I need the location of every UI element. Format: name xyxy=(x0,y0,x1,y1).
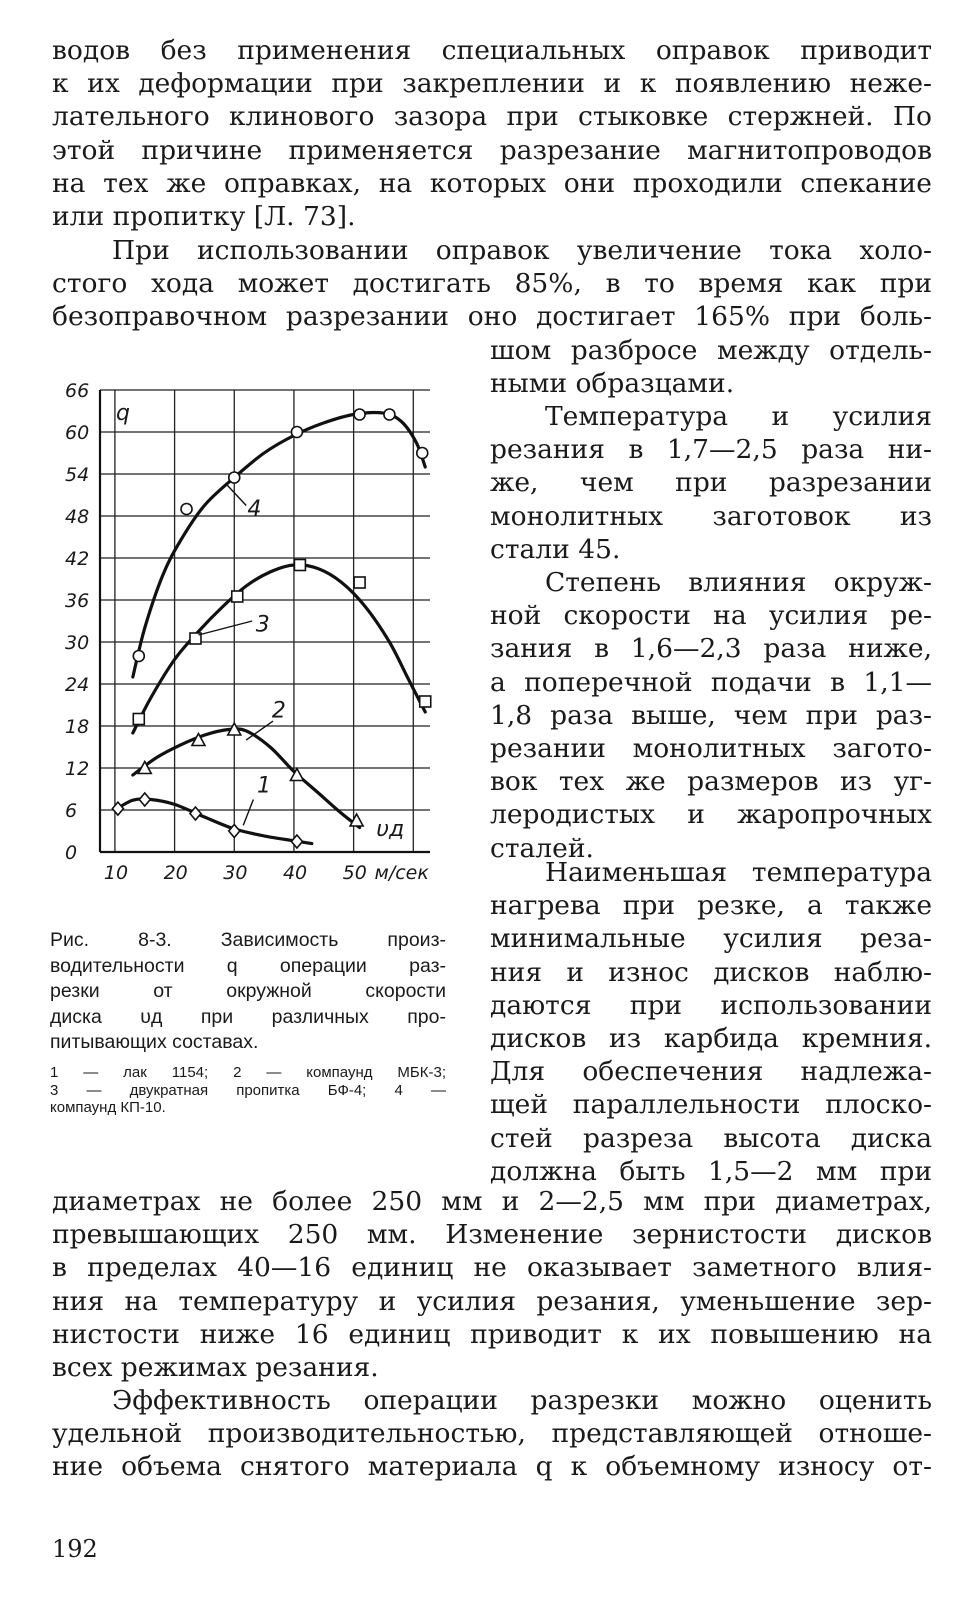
para4-right-line: ной скорости на усилия ре- xyxy=(490,600,932,632)
series-4-point xyxy=(291,427,302,438)
para2-full-line: стого хода может достигать 85%, в то время как при xyxy=(52,268,932,300)
para4-right-line: Степень влияния окруж- xyxy=(545,567,932,598)
legend-line: 3 — двукратная пропитка БФ-4; 4 — xyxy=(50,1081,446,1099)
caption-line: Рис. 8-3. Зависимость произ- xyxy=(50,929,446,951)
para5-right-line: нагрева при резке, а также xyxy=(490,890,932,922)
para5-right-line: Наименьшая температура xyxy=(545,857,932,888)
series-1-point xyxy=(190,807,201,820)
para5-full-line: превышающих 250 мм. Изменение зернистости дисков xyxy=(52,1219,932,1251)
text-top-line: на тех же оправках, на которых они проходили спекание xyxy=(52,167,932,199)
y-tick-label: 6 xyxy=(65,800,78,822)
series-3-point xyxy=(420,696,431,707)
para5-full-line: в пределах 40—16 единиц не оказывает заметного влия- xyxy=(52,1252,932,1284)
series-3-point xyxy=(294,560,305,571)
para2-right-line: шом разбросе между отдель- xyxy=(490,335,932,366)
para4-right-line: а поперечной подачи в 1,1— xyxy=(490,666,932,698)
text-top-line: водов без применения специальных оправок приводит xyxy=(52,35,932,66)
series-3-point xyxy=(232,591,243,602)
para5-right-line: дисков из карбида кремния. xyxy=(490,1023,932,1054)
y-tick-label: 66 xyxy=(65,380,90,402)
series-1-point xyxy=(291,835,302,848)
para3-right-line: Температура и усилия xyxy=(545,401,932,432)
series-4-point xyxy=(181,504,192,515)
series-3-point xyxy=(354,577,365,588)
series-4-line xyxy=(133,413,425,677)
y-tick-label: 54 xyxy=(65,464,90,486)
series-1-label: 1 xyxy=(256,773,271,799)
text-top-line: этой причине применяется разрезание магнитопроводов xyxy=(52,134,932,166)
y-tick-label: 42 xyxy=(65,548,90,570)
x-tick-label: 40 xyxy=(282,862,308,884)
y-tick-label: 0 xyxy=(65,842,78,864)
para6-full-line: удельной производительностью, представляющей отноше- xyxy=(52,1418,932,1450)
series-4-point xyxy=(133,651,144,662)
para3-right-line: резания в 1,7—2,5 раза ни- xyxy=(490,434,932,466)
y-tick-label: 48 xyxy=(65,506,90,528)
text-top-line: к их деформации при закреплении и к появлению неже- xyxy=(52,68,932,100)
y-tick-label: 18 xyxy=(65,716,90,738)
para4-right-line: зания в 1,6—2,3 раза ниже, xyxy=(490,633,932,665)
para4-right-line: 1,8 раза выше, чем при раз- xyxy=(490,699,932,731)
series-4-point xyxy=(354,409,365,420)
text-top-line: лательного клинового зазора при стыковке стержней. По xyxy=(52,101,932,133)
para5-right-line: ния и износ дисков наблю- xyxy=(490,956,932,988)
caption-line: резки от окружной скорости xyxy=(50,980,446,1002)
y-tick-label: 12 xyxy=(65,758,90,780)
series-2-line xyxy=(133,729,360,828)
caption-line: питывающих составах. xyxy=(50,1031,259,1053)
figure-8-3-chart xyxy=(45,380,445,900)
para6-full-line: Эффективность операции разрезки можно оценить xyxy=(112,1385,932,1416)
series-1-leader xyxy=(243,800,253,826)
para5-right-line: стей разреза высота диска xyxy=(490,1122,932,1154)
para6-full-line: ние объема снятого материала q к объемному износу от- xyxy=(52,1451,932,1483)
series-3-label: 3 xyxy=(255,612,270,638)
para4-right-line: вок тех же размеров из уг- xyxy=(490,766,932,798)
para5-right-line: должна быть 1,5—2 мм при xyxy=(490,1155,932,1187)
para5-full-line: нистости ниже 16 единиц приводит к их повышению на xyxy=(52,1318,932,1350)
series-1-point xyxy=(139,793,150,806)
caption-line: водительности q операции раз- xyxy=(50,954,446,977)
para3-right-line: монолитных заготовок из xyxy=(490,500,932,532)
x-tick-label: 30 xyxy=(223,862,248,884)
x-tick-label: 20 xyxy=(163,862,188,884)
text-top-line: или пропитку [Л. 73]. xyxy=(52,201,356,232)
para5-full-line: диаметрах не более 250 мм и 2—2,5 мм при диаметрах, xyxy=(52,1186,932,1217)
x-tick-label: 10 xyxy=(103,862,129,884)
x-axis-unit: м/сек xyxy=(374,862,429,884)
series-4-point xyxy=(229,472,240,483)
y-axis-label: q xyxy=(116,401,130,426)
y-tick-label: 24 xyxy=(65,674,90,696)
y-tick-label: 36 xyxy=(65,590,90,612)
para4-right-line: сталей. xyxy=(490,832,594,864)
x-tick-label: 50 xyxy=(342,862,367,884)
series-4-label: 4 xyxy=(247,497,262,522)
series-4-point xyxy=(417,448,428,459)
para5-full-line: ния на температуру и усилия резания, уменьшение зер- xyxy=(52,1285,932,1317)
series-4-point xyxy=(384,409,395,420)
y-tick-label: 60 xyxy=(65,422,90,444)
x-axis-label: υд xyxy=(376,817,405,842)
series-4-leader xyxy=(225,483,246,505)
para2-full-line: безоправочном разрезании оно достигает 165% при боль- xyxy=(52,301,932,333)
caption-line: диска υд при различных про- xyxy=(50,1005,446,1028)
para4-right-line: леродистых и жаропрочных xyxy=(490,799,932,831)
para2-full-line: При использовании оправок увеличение тока холо- xyxy=(112,235,932,266)
para4-right-line: резании монолитных загото- xyxy=(490,733,932,764)
page-number: 192 xyxy=(52,1535,98,1563)
series-3-point xyxy=(133,714,144,725)
para3-right-line: же, чем при разрезании xyxy=(490,467,932,499)
para2-right-line: ными образцами. xyxy=(490,368,735,400)
para5-right-line: даются при использовании xyxy=(490,989,932,1021)
para5-right-line: щей параллельности плоско- xyxy=(490,1089,932,1121)
para5-right-line: минимальные усилия реза- xyxy=(490,923,932,955)
para3-right-line: стали 45. xyxy=(490,533,621,565)
para5-full-line: всех режимах резания. xyxy=(52,1352,379,1383)
y-tick-label: 30 xyxy=(65,632,90,654)
series-2-label: 2 xyxy=(271,698,286,724)
legend-line: компаунд КП-10. xyxy=(50,1099,166,1116)
legend-line: 1 — лак 1154; 2 — компаунд МБК-3; xyxy=(50,1064,446,1081)
para5-right-line: Для обеспечения надлежа- xyxy=(490,1056,932,1088)
